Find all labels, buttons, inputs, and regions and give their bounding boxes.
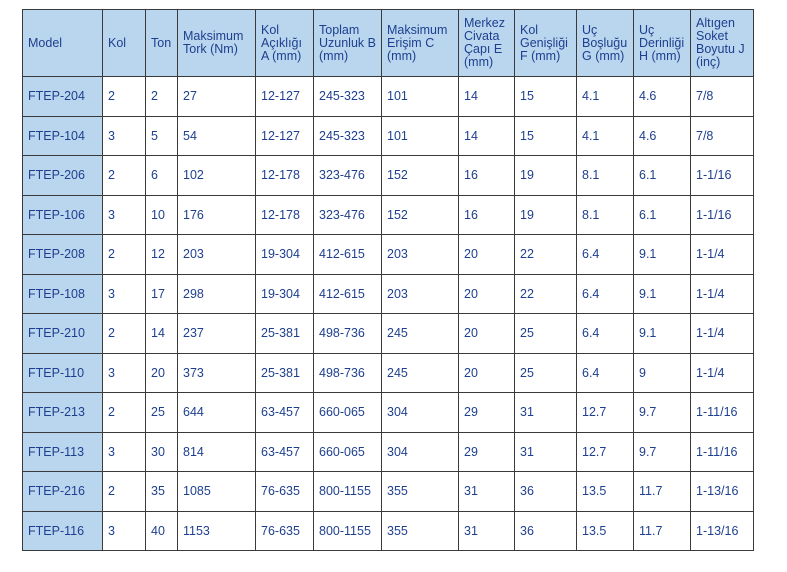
cell-max-torque: 814	[178, 432, 256, 472]
cell-center-bolt: 14	[459, 77, 515, 117]
header-hex-socket: Altıgen Soket Boyutu J (inç)	[691, 10, 754, 77]
header-total-length: Toplam Uzunluk B (mm)	[314, 10, 382, 77]
cell-hex-socket: 1-1/16	[691, 195, 754, 235]
cell-kol: 3	[103, 511, 146, 551]
table-header	[23, 10, 754, 77]
cell-max-torque: 644	[178, 393, 256, 433]
cell-model: FTEP-216	[23, 472, 103, 512]
cell-max-reach: 101	[382, 77, 459, 117]
cell-arm-width: 31	[515, 393, 577, 433]
cell-tip-gap: 6.4	[577, 314, 634, 354]
cell-hex-socket: 1-11/16	[691, 393, 754, 433]
cell-arm-opening: 19-304	[256, 274, 314, 314]
cell-kol: 3	[103, 432, 146, 472]
cell-kol: 3	[103, 195, 146, 235]
cell-tip-gap: 13.5	[577, 511, 634, 551]
cell-total-length: 245-323	[314, 77, 382, 117]
cell-arm-opening: 25-381	[256, 353, 314, 393]
cell-max-reach: 152	[382, 195, 459, 235]
cell-tip-depth: 9.7	[634, 432, 691, 472]
cell-ton: 20	[146, 353, 178, 393]
cell-tip-depth: 6.1	[634, 195, 691, 235]
cell-hex-socket: 1-11/16	[691, 432, 754, 472]
cell-tip-gap: 4.1	[577, 77, 634, 117]
cell-arm-width: 25	[515, 353, 577, 393]
cell-tip-depth: 11.7	[634, 472, 691, 512]
cell-arm-opening: 25-381	[256, 314, 314, 354]
table-row	[23, 432, 754, 472]
cell-tip-gap: 6.4	[577, 274, 634, 314]
cell-center-bolt: 20	[459, 353, 515, 393]
cell-max-torque: 27	[178, 77, 256, 117]
cell-total-length: 245-323	[314, 116, 382, 156]
cell-total-length: 498-736	[314, 314, 382, 354]
cell-total-length: 498-736	[314, 353, 382, 393]
cell-ton: 6	[146, 156, 178, 196]
cell-arm-width: 19	[515, 195, 577, 235]
cell-max-reach: 355	[382, 511, 459, 551]
cell-kol: 2	[103, 235, 146, 275]
cell-kol: 3	[103, 353, 146, 393]
cell-center-bolt: 16	[459, 195, 515, 235]
cell-hex-socket: 1-1/4	[691, 235, 754, 275]
cell-tip-gap: 13.5	[577, 472, 634, 512]
cell-tip-gap: 6.4	[577, 235, 634, 275]
cell-total-length: 660-065	[314, 432, 382, 472]
cell-arm-opening: 76-635	[256, 472, 314, 512]
cell-kol: 2	[103, 77, 146, 117]
cell-kol: 3	[103, 274, 146, 314]
cell-tip-gap: 6.4	[577, 353, 634, 393]
cell-hex-socket: 1-13/16	[691, 472, 754, 512]
cell-center-bolt: 20	[459, 274, 515, 314]
cell-ton: 5	[146, 116, 178, 156]
table-row	[23, 195, 754, 235]
cell-hex-socket: 1-1/16	[691, 156, 754, 196]
cell-kol: 2	[103, 314, 146, 354]
cell-max-reach: 355	[382, 472, 459, 512]
cell-arm-width: 25	[515, 314, 577, 354]
cell-max-reach: 203	[382, 235, 459, 275]
cell-center-bolt: 29	[459, 432, 515, 472]
cell-max-reach: 245	[382, 353, 459, 393]
cell-arm-opening: 76-635	[256, 511, 314, 551]
cell-tip-gap: 4.1	[577, 116, 634, 156]
cell-max-torque: 237	[178, 314, 256, 354]
cell-max-torque: 298	[178, 274, 256, 314]
header-kol: Kol	[103, 10, 146, 77]
cell-max-reach: 304	[382, 432, 459, 472]
cell-ton: 40	[146, 511, 178, 551]
cell-total-length: 412-615	[314, 235, 382, 275]
table-row	[23, 511, 754, 551]
cell-kol: 2	[103, 472, 146, 512]
cell-hex-socket: 7/8	[691, 77, 754, 117]
cell-max-reach: 245	[382, 314, 459, 354]
cell-arm-width: 36	[515, 472, 577, 512]
cell-hex-socket: 1-1/4	[691, 314, 754, 354]
cell-max-torque: 1153	[178, 511, 256, 551]
cell-arm-opening: 12-127	[256, 116, 314, 156]
table-row	[23, 393, 754, 433]
cell-arm-width: 31	[515, 432, 577, 472]
cell-arm-opening: 19-304	[256, 235, 314, 275]
cell-model: FTEP-104	[23, 116, 103, 156]
table-row	[23, 314, 754, 354]
table-row	[23, 274, 754, 314]
cell-total-length: 412-615	[314, 274, 382, 314]
cell-ton: 17	[146, 274, 178, 314]
cell-center-bolt: 20	[459, 235, 515, 275]
cell-center-bolt: 31	[459, 472, 515, 512]
cell-center-bolt: 14	[459, 116, 515, 156]
cell-model: FTEP-106	[23, 195, 103, 235]
table-row	[23, 353, 754, 393]
header-model: Model	[23, 10, 103, 77]
header-max-reach: Maksimum Erişim C (mm)	[382, 10, 459, 77]
cell-max-torque: 54	[178, 116, 256, 156]
cell-arm-opening: 63-457	[256, 393, 314, 433]
cell-hex-socket: 1-1/4	[691, 353, 754, 393]
header-arm-opening: Kol Açıklığı A (mm)	[256, 10, 314, 77]
cell-max-torque: 203	[178, 235, 256, 275]
cell-tip-depth: 11.7	[634, 511, 691, 551]
cell-tip-gap: 12.7	[577, 393, 634, 433]
cell-tip-depth: 9.1	[634, 314, 691, 354]
cell-tip-depth: 4.6	[634, 116, 691, 156]
cell-max-reach: 304	[382, 393, 459, 433]
cell-model: FTEP-110	[23, 353, 103, 393]
header-tip-gap: Uç Boşluğu G (mm)	[577, 10, 634, 77]
table-row	[23, 77, 754, 117]
cell-kol: 2	[103, 393, 146, 433]
cell-hex-socket: 1-1/4	[691, 274, 754, 314]
spec-table	[22, 9, 754, 551]
cell-ton: 2	[146, 77, 178, 117]
cell-tip-depth: 6.1	[634, 156, 691, 196]
header-center-bolt: Merkez Civata Çapı E (mm)	[459, 10, 515, 77]
header-ton: Ton	[146, 10, 178, 77]
cell-ton: 35	[146, 472, 178, 512]
cell-model: FTEP-113	[23, 432, 103, 472]
cell-max-reach: 152	[382, 156, 459, 196]
cell-model: FTEP-116	[23, 511, 103, 551]
cell-tip-depth: 4.6	[634, 77, 691, 117]
cell-total-length: 800-1155	[314, 511, 382, 551]
cell-arm-opening: 12-127	[256, 77, 314, 117]
cell-tip-gap: 8.1	[577, 195, 634, 235]
cell-max-reach: 203	[382, 274, 459, 314]
cell-model: FTEP-213	[23, 393, 103, 433]
header-arm-width: Kol Genişliği F (mm)	[515, 10, 577, 77]
cell-total-length: 323-476	[314, 156, 382, 196]
cell-total-length: 660-065	[314, 393, 382, 433]
table-row	[23, 235, 754, 275]
cell-model: FTEP-204	[23, 77, 103, 117]
cell-ton: 30	[146, 432, 178, 472]
table-row	[23, 116, 754, 156]
cell-arm-width: 22	[515, 274, 577, 314]
cell-ton: 14	[146, 314, 178, 354]
cell-total-length: 323-476	[314, 195, 382, 235]
cell-ton: 10	[146, 195, 178, 235]
table-row	[23, 472, 754, 512]
cell-arm-opening: 12-178	[256, 195, 314, 235]
cell-arm-width: 15	[515, 116, 577, 156]
cell-tip-depth: 9.1	[634, 235, 691, 275]
cell-arm-opening: 12-178	[256, 156, 314, 196]
cell-max-torque: 176	[178, 195, 256, 235]
header-max-torque: Maksimum Tork (Nm)	[178, 10, 256, 77]
cell-hex-socket: 7/8	[691, 116, 754, 156]
table-body	[23, 77, 754, 551]
cell-max-reach: 101	[382, 116, 459, 156]
cell-max-torque: 102	[178, 156, 256, 196]
cell-arm-width: 36	[515, 511, 577, 551]
table-row	[23, 156, 754, 196]
cell-arm-opening: 63-457	[256, 432, 314, 472]
cell-tip-gap: 12.7	[577, 432, 634, 472]
cell-tip-depth: 9	[634, 353, 691, 393]
cell-center-bolt: 29	[459, 393, 515, 433]
cell-arm-width: 19	[515, 156, 577, 196]
cell-kol: 2	[103, 156, 146, 196]
cell-tip-depth: 9.1	[634, 274, 691, 314]
cell-ton: 25	[146, 393, 178, 433]
cell-arm-width: 15	[515, 77, 577, 117]
cell-max-torque: 373	[178, 353, 256, 393]
cell-center-bolt: 16	[459, 156, 515, 196]
cell-hex-socket: 1-13/16	[691, 511, 754, 551]
cell-center-bolt: 31	[459, 511, 515, 551]
cell-max-torque: 1085	[178, 472, 256, 512]
cell-tip-gap: 8.1	[577, 156, 634, 196]
cell-model: FTEP-210	[23, 314, 103, 354]
cell-total-length: 800-1155	[314, 472, 382, 512]
cell-model: FTEP-208	[23, 235, 103, 275]
cell-kol: 3	[103, 116, 146, 156]
header-row	[23, 10, 754, 77]
header-tip-depth: Uç Derinliği H (mm)	[634, 10, 691, 77]
cell-center-bolt: 20	[459, 314, 515, 354]
cell-model: FTEP-206	[23, 156, 103, 196]
cell-ton: 12	[146, 235, 178, 275]
cell-arm-width: 22	[515, 235, 577, 275]
cell-tip-depth: 9.7	[634, 393, 691, 433]
cell-model: FTEP-108	[23, 274, 103, 314]
